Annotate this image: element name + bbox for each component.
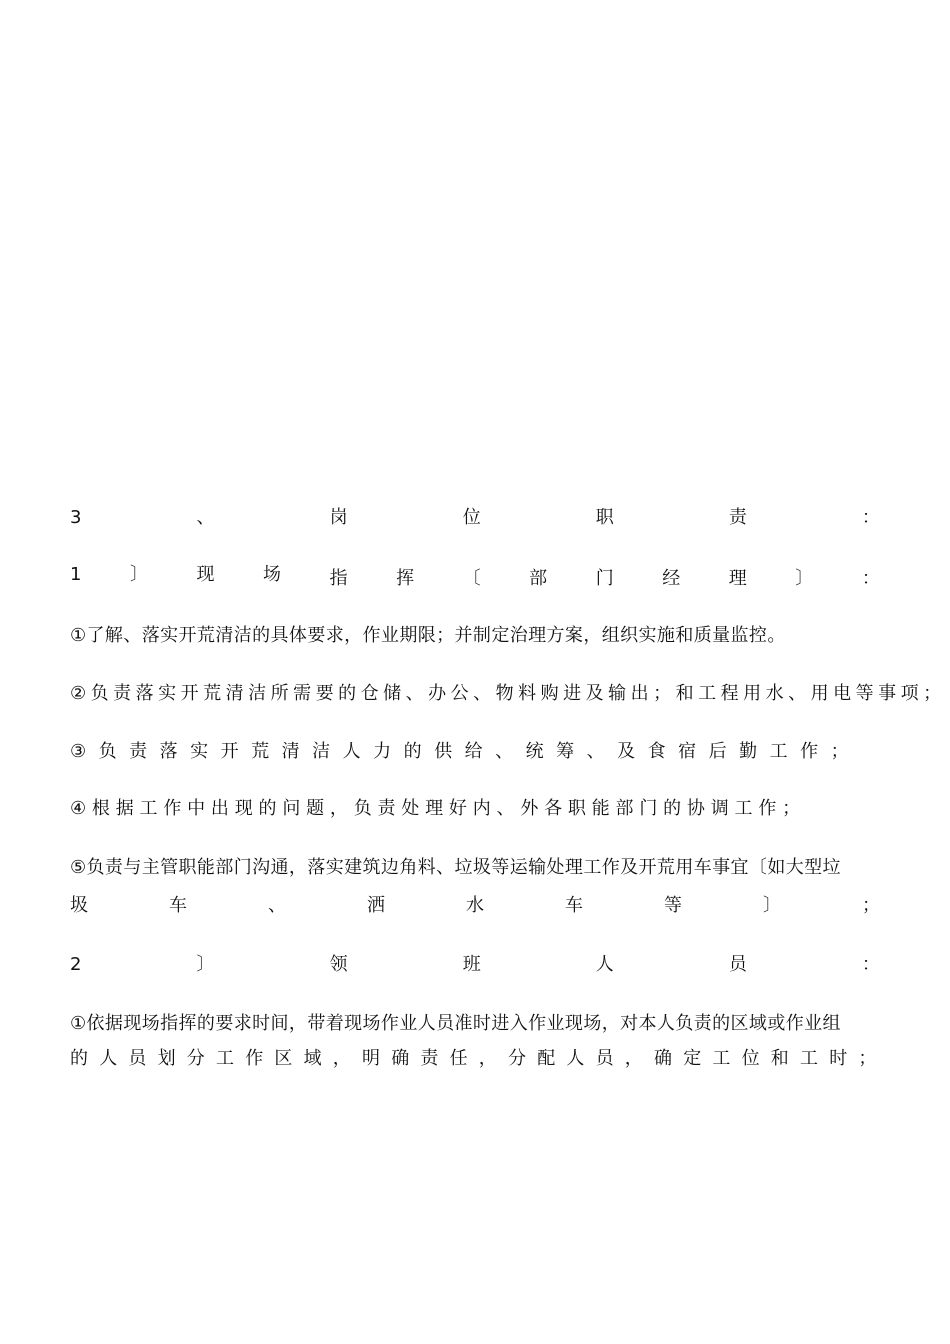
item-char: ； [862,895,880,916]
duty-item-4: ④根据工作中出现的问题，负责处理好内、外各职能部门的协调工作； [70,798,806,819]
subheading-char: 〔 [462,568,481,589]
subheading-char: 〕 [129,564,148,585]
subheading-char: 2 [70,954,82,975]
duty-item-1: ①了解、落实开荒清洁的具体要求，作业期限；并制定治理方案，组织实施和质量监控。 [70,625,786,646]
item-char: 圾 [70,895,88,916]
subheading-char: 挥 [396,568,415,589]
subheading-char: 门 [595,568,614,589]
duty-item-2: ②负责落实开荒清洁所需要的仓储、办公、物料购进及输出；和工程用水、用电等事项； [70,683,946,704]
heading-char: 责 [728,507,747,528]
item-char: 等 [664,895,682,916]
subheading-char: 部 [529,568,548,589]
heading-char: 、 [196,507,215,528]
subheading-char: 人 [595,954,614,975]
subheading-char: 场 [263,564,282,585]
heading-char: ： [861,507,880,528]
subheading-char: 现 [196,564,215,585]
item-char: 〕 [763,895,781,916]
leader-item-1-continued: 的人员划分工作区域，明确责任，分配人员，确定工位和工时； [70,1048,888,1069]
item-char: 车 [565,895,583,916]
heading-char: 岗 [329,507,348,528]
subheading-char: 指 [329,568,348,589]
subheading-team-leader [70,953,880,977]
subheading-char: 班 [462,954,481,975]
subheading-char: ： [861,954,880,975]
heading-char: 职 [595,507,614,528]
subheading-char: 员 [728,954,747,975]
subheading-char: ： [861,568,880,589]
item-char: 洒 [367,895,385,916]
item-char: 车 [169,895,187,916]
duty-item-3: ③负责落实开荒清洁人力的供给、统筹、及食宿后勤工作； [70,741,862,762]
subheading-site-commander [70,563,880,587]
item-char: 、 [268,895,286,916]
leader-item-1: ①依据现场指挥的要求时间，带着现场作业人员准时进入作业现场，对本人负责的区域或作业组 [70,1013,841,1034]
duty-item-5: ⑤负责与主管职能部门沟通，落实建筑边角料、垃圾等运输处理工作及开荒用车事宜〔如大型垃 [70,857,841,878]
subheading-char: 〕 [196,954,215,975]
section-heading [70,506,880,530]
item-char: 水 [466,895,484,916]
subheading-char: 1 [70,564,82,585]
duty-item-5-continued [70,894,880,918]
subheading-char: 领 [329,954,348,975]
subheading-char: 〕 [795,568,814,589]
heading-char: 3 [70,507,82,528]
subheading-char: 理 [728,568,747,589]
heading-char: 位 [462,507,481,528]
subheading-char: 经 [662,568,681,589]
